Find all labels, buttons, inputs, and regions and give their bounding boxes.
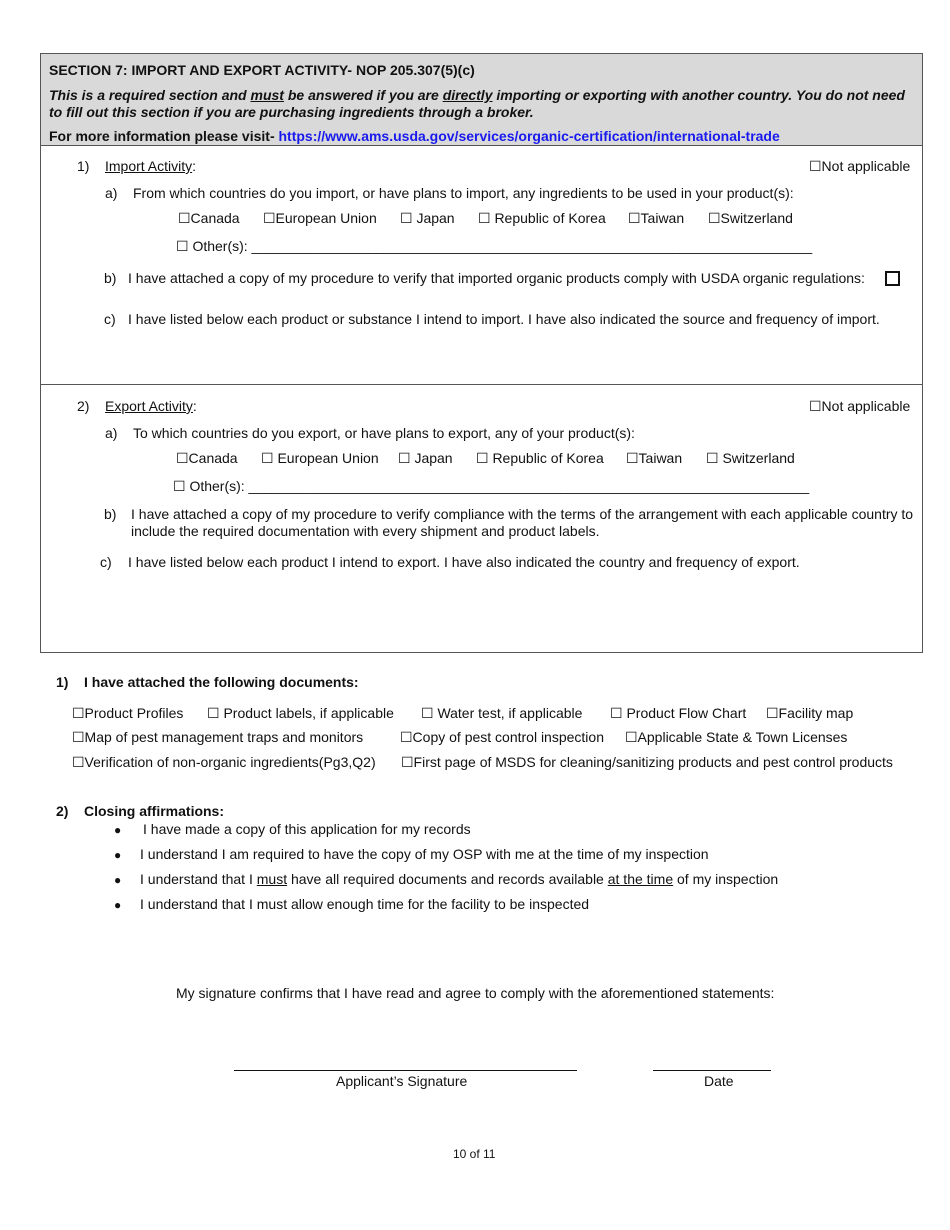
doc-product-flow-chart[interactable]: ☐ Product Flow Chart: [610, 705, 747, 721]
applicant-signature-label: Applicant’s Signature: [336, 1073, 468, 1089]
export-country-switzerland[interactable]: ☐ Switzerland: [706, 450, 795, 466]
export-a-number: a): [105, 425, 118, 441]
export-c-statement: I have listed below each product I intend to export. I have also indicated the country and frequency of export.: [128, 554, 800, 570]
documents-heading: I have attached the following documents:: [84, 674, 359, 690]
affirmation-3: I understand that I must have all required documents and records available at the time of my inspection: [140, 871, 779, 887]
doc-facility-map[interactable]: ☐Facility map: [766, 705, 854, 721]
export-other-field[interactable]: ☐ Other(s): ________________________________________________________________________: [173, 478, 810, 494]
export-country-japan[interactable]: ☐ Japan: [398, 450, 453, 466]
import-a-number: a): [105, 185, 118, 201]
section-intro-line1: This is a required section and must be answered if you are directly importing or exporting with another country. You do not need: [49, 87, 905, 103]
doc-pest-inspection[interactable]: ☐Copy of pest control inspection: [400, 729, 604, 745]
date-line[interactable]: [653, 1070, 771, 1071]
signature-statement: My signature confirms that I have read and agree to comply with the aforementioned statements:: [176, 985, 775, 1001]
export-b-number: b): [104, 506, 117, 522]
export-b-statement-line2: include the required documentation with every shipment and product labels.: [131, 523, 600, 539]
import-country-taiwan[interactable]: ☐Taiwan: [628, 210, 685, 226]
bullet-icon: ●: [114, 873, 122, 887]
page-number: 10 of 11: [453, 1147, 496, 1161]
export-heading: Export Activity:: [105, 398, 197, 414]
bullet-icon: ●: [114, 848, 122, 862]
doc-product-labels[interactable]: ☐ Product labels, if applicable: [207, 705, 394, 721]
export-country-korea[interactable]: ☐ Republic of Korea: [476, 450, 604, 466]
import-country-korea[interactable]: ☐ Republic of Korea: [478, 210, 606, 226]
import-country-canada[interactable]: ☐Canada: [178, 210, 240, 226]
export-a-question: To which countries do you export, or have plans to export, any of your product(s):: [133, 425, 635, 441]
export-country-taiwan[interactable]: ☐Taiwan: [626, 450, 683, 466]
affirmation-1: I have made a copy of this application for my records: [143, 821, 471, 837]
import-other-field[interactable]: ☐ Other(s): ________________________________________________________________________: [176, 238, 813, 254]
affirmation-2: I understand I am required to have the copy of my OSP with me at the time of my inspection: [140, 846, 709, 862]
applicant-signature-line[interactable]: [234, 1070, 577, 1071]
doc-pest-map[interactable]: ☐Map of pest management traps and monitors: [72, 729, 364, 745]
import-c-statement: I have listed below each product or substance I intend to import. I have also indicated the source and frequency of import.: [128, 311, 880, 327]
export-not-applicable-checkbox[interactable]: ☐Not applicable: [809, 398, 911, 414]
doc-product-profiles[interactable]: ☐Product Profiles: [72, 705, 184, 721]
import-not-applicable-checkbox[interactable]: ☐Not applicable: [809, 158, 911, 174]
export-c-number: c): [100, 554, 112, 570]
affirmation-4: I understand that I must allow enough time for the facility to be inspected: [140, 896, 590, 912]
import-heading: Import Activity:: [105, 158, 197, 174]
bullet-icon: ●: [114, 898, 122, 912]
import-b-number: b): [104, 270, 117, 286]
bullet-icon: ●: [114, 823, 122, 837]
doc-water-test[interactable]: ☐ Water test, if applicable: [421, 705, 583, 721]
doc-msds[interactable]: ☐First page of MSDS for cleaning/sanitizing products and pest control products: [401, 754, 893, 770]
closing-number: 2): [56, 803, 69, 819]
import-a-question: From which countries do you import, or have plans to import, any ingredients to be used in your product(s):: [133, 185, 794, 201]
export-country-eu[interactable]: ☐ European Union: [261, 450, 379, 466]
import-procedure-checkbox[interactable]: [885, 271, 900, 286]
doc-licenses[interactable]: ☐Applicable State & Town Licenses: [625, 729, 848, 745]
import-c-number: c): [104, 311, 116, 327]
section-divider: [41, 384, 922, 385]
section-intro-line2: to fill out this section if you are purchasing ingredients through a broker.: [49, 104, 534, 120]
export-country-canada[interactable]: ☐Canada: [176, 450, 238, 466]
import-number: 1): [77, 158, 90, 174]
doc-non-organic-verification[interactable]: ☐Verification of non-organic ingredients(Pg3,Q2): [72, 754, 376, 770]
section-title: SECTION 7: IMPORT AND EXPORT ACTIVITY- NOP 205.307(5)(c): [49, 62, 475, 78]
import-country-japan[interactable]: ☐ Japan: [400, 210, 455, 226]
documents-number: 1): [56, 674, 69, 690]
import-b-statement: I have attached a copy of my procedure to verify that imported organic products comply with USDA organic regulations:: [128, 270, 865, 286]
export-number: 2): [77, 398, 90, 414]
more-info: For more information please visit- https://www.ams.usda.gov/services/organic-certification/international-trade: [49, 128, 780, 144]
import-country-eu[interactable]: ☐European Union: [263, 210, 377, 226]
closing-heading: Closing affirmations:: [84, 803, 225, 819]
date-label: Date: [704, 1073, 734, 1089]
import-country-switzerland[interactable]: ☐Switzerland: [708, 210, 793, 226]
export-b-statement-line1: I have attached a copy of my procedure to verify compliance with the terms of the arrangement with each applicable country to: [131, 506, 914, 522]
more-info-link[interactable]: https://www.ams.usda.gov/services/organic-certification/international-trade: [278, 128, 780, 144]
